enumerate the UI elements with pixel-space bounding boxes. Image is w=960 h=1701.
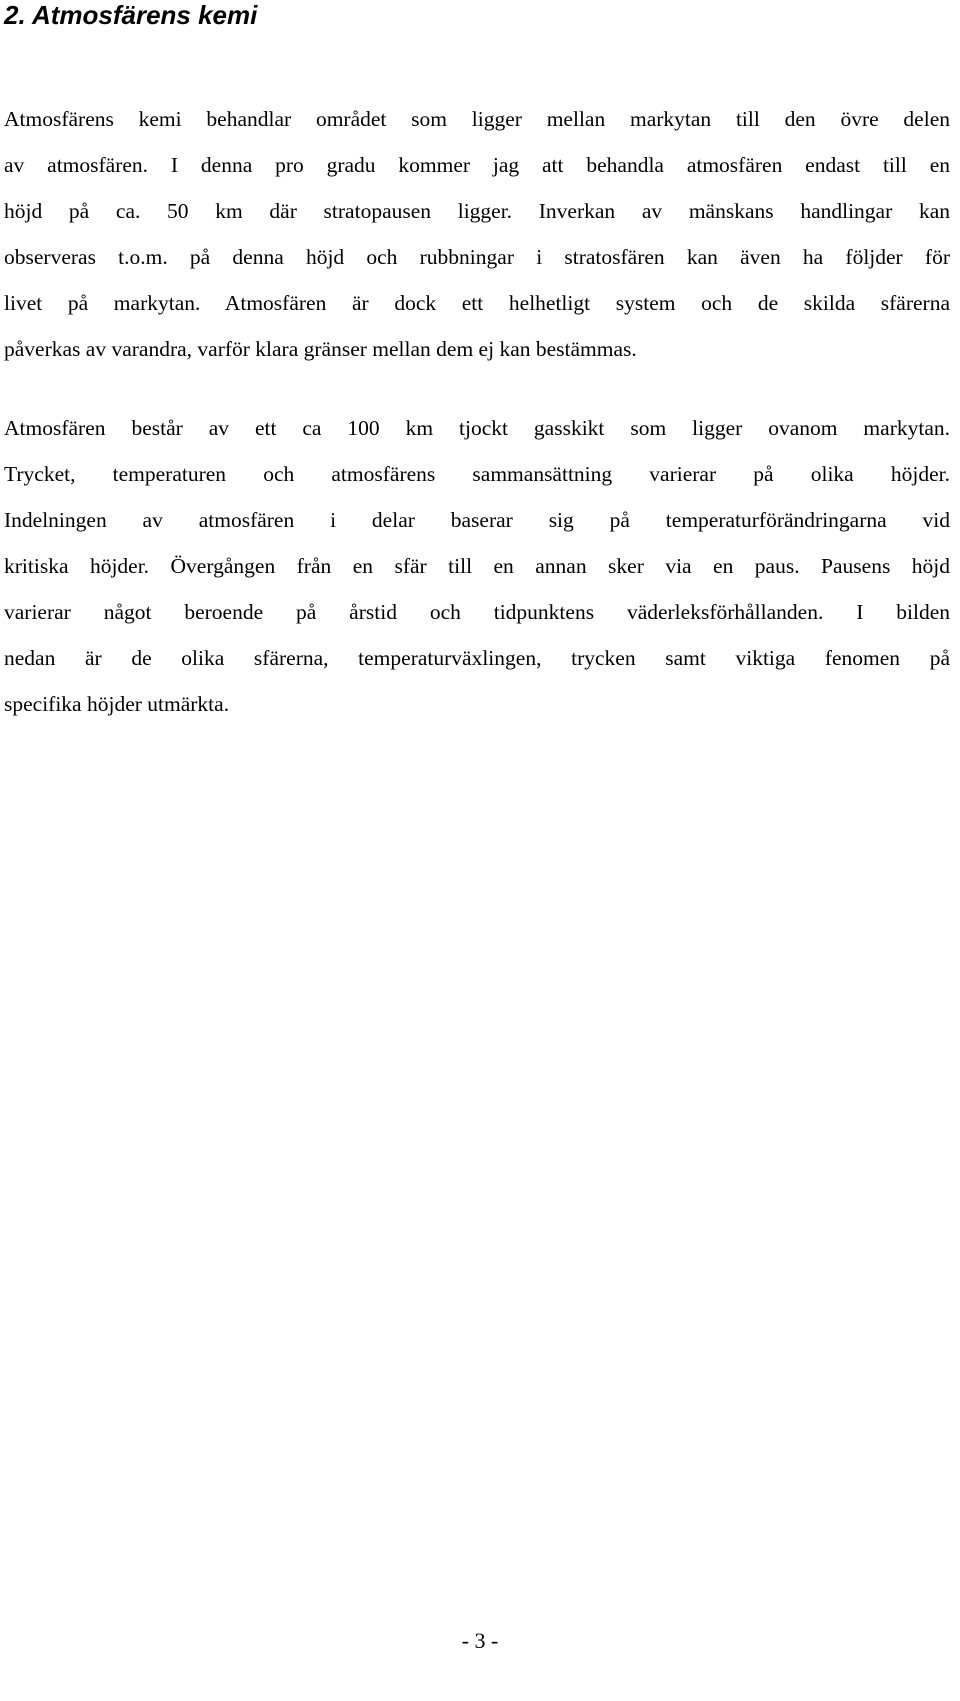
- text-line: nedan är de olika sfärerna, temperaturväxlingen, trycken samt viktiga fenomen på: [4, 646, 950, 670]
- text-line: Trycket, temperaturen och atmosfärens sammansättning varierar på olika höjder.: [4, 462, 950, 486]
- text-line: specifika höjder utmärkta.: [4, 692, 230, 716]
- paragraph-2: [4, 405, 950, 727]
- text-line: Indelningen av atmosfären i delar baserar sig på temperaturförändringarna vid: [4, 508, 950, 532]
- text-line: höjd på ca. 50 km där stratopausen ligger. Inverkan av mänskans handlingar kan: [4, 199, 950, 223]
- text-line: Atmosfärens kemi behandlar området som ligger mellan markytan till den övre delen: [4, 107, 950, 131]
- text-line: observeras t.o.m. på denna höjd och rubbningar i stratosfären kan även ha följder för: [4, 245, 950, 269]
- text-line: påverkas av varandra, varför klara gränser mellan dem ej kan bestämmas.: [4, 337, 637, 361]
- text-line: livet på markytan. Atmosfären är dock ett helhetligt system och de skilda sfärerna: [4, 291, 950, 315]
- section-heading: 2. Atmosfärens kemi: [4, 0, 258, 30]
- paragraph-1: [4, 96, 950, 372]
- text-line: Atmosfären består av ett ca 100 km tjockt gasskikt som ligger ovanom markytan.: [4, 416, 950, 440]
- text-line: kritiska höjder. Övergången från en sfär till en annan sker via en paus. Pausens höjd: [4, 554, 950, 578]
- text-line: varierar något beroende på årstid och tidpunktens väderleksförhållanden. I bilden: [4, 600, 950, 624]
- text-line: av atmosfären. I denna pro gradu kommer jag att behandla atmosfären endast till en: [4, 153, 950, 177]
- page-number: - 3 -: [461, 1628, 499, 1653]
